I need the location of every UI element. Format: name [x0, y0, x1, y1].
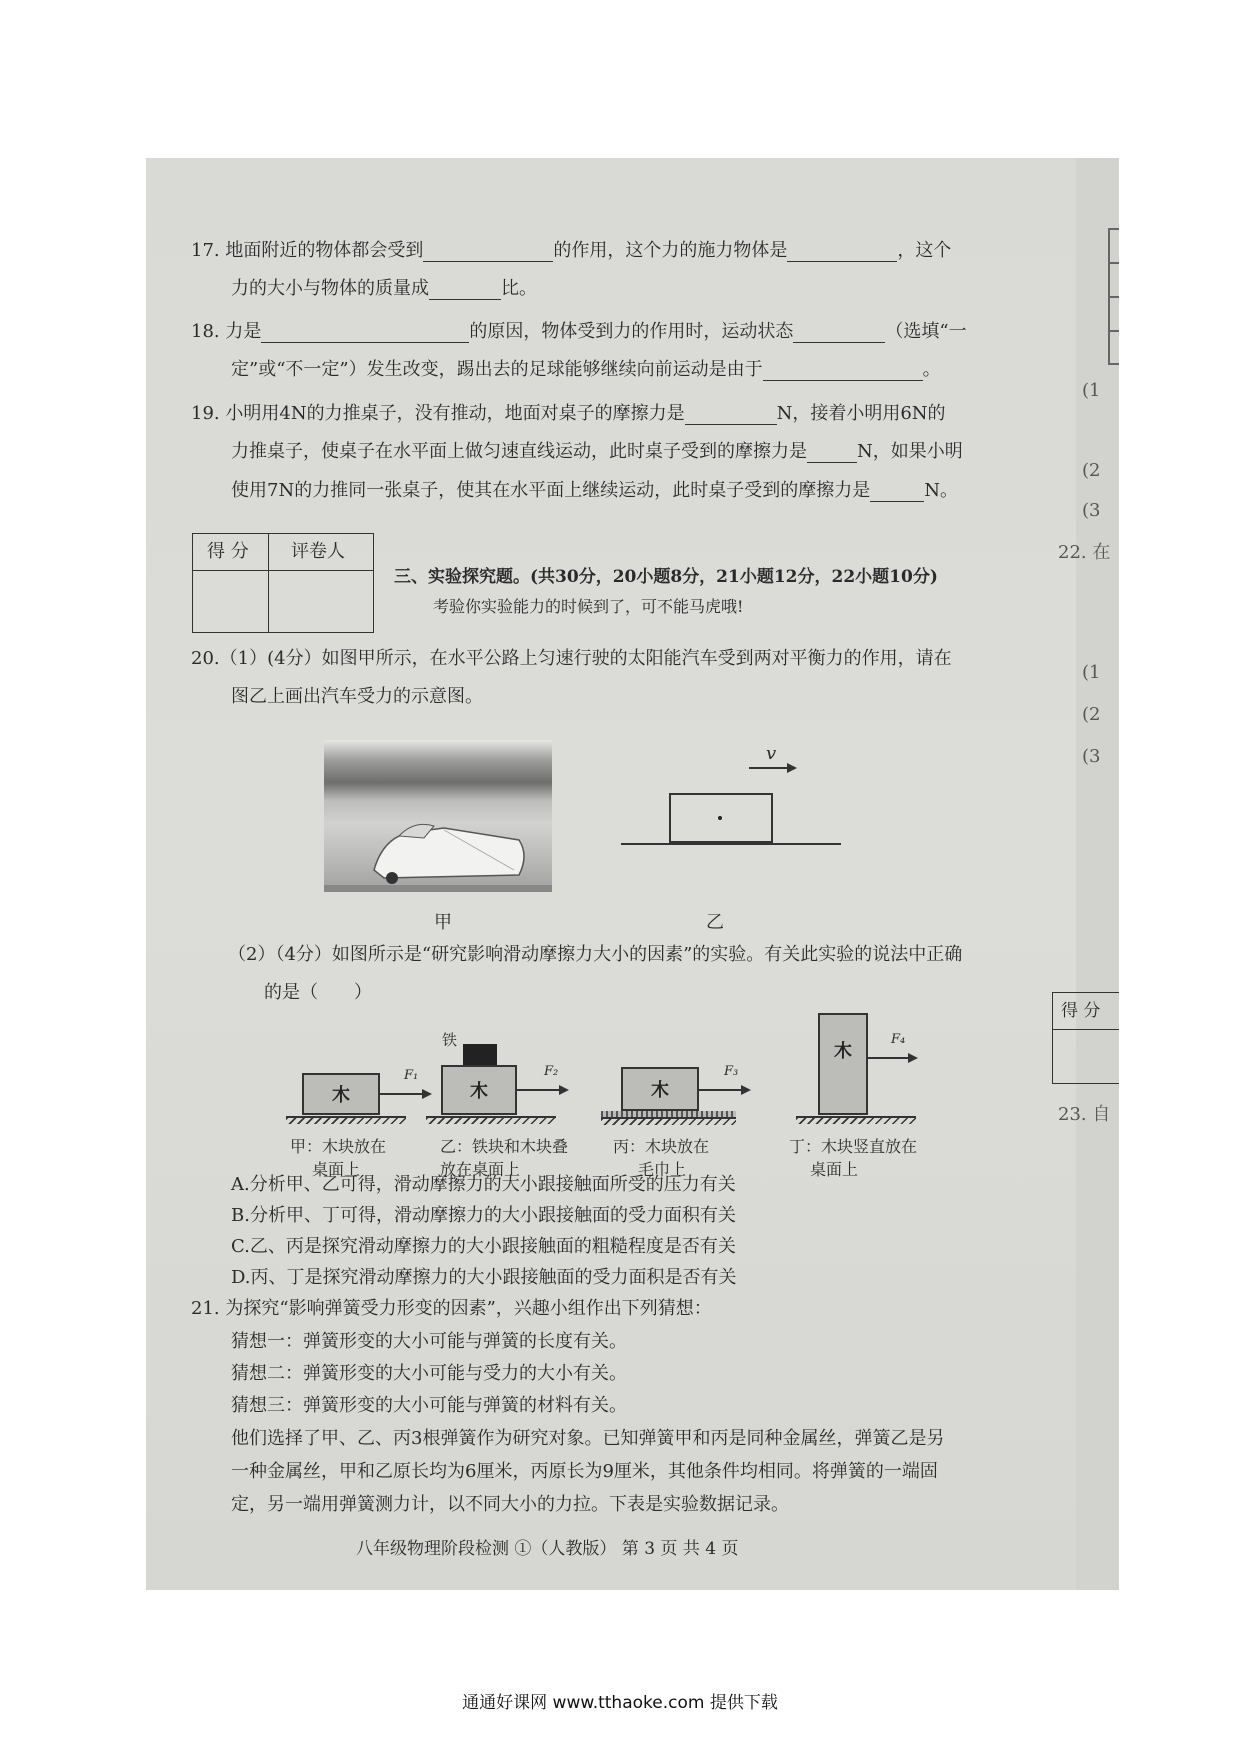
edge-score-label: 得 分	[1061, 1001, 1101, 1021]
section3-title: 三、实验探究题。(共30分，20小题8分，21小题12分，22小题10分)	[394, 567, 938, 587]
table-hatch-ding	[796, 1118, 916, 1124]
ground-line	[621, 843, 841, 845]
edge-fragment-1: (1	[1082, 380, 1101, 401]
solar-car-icon	[324, 740, 552, 892]
option-a[interactable]: A.分析甲、乙可得，滑动摩擦力的大小跟接触面所受的压力有关	[231, 1174, 736, 1195]
edge-fragment-4: 22. 在	[1058, 542, 1111, 563]
site-footer: 通通好课网 www.tthaoke.com 提供下载	[462, 1693, 778, 1713]
f2-arrow-line	[517, 1089, 561, 1091]
table-hatch-bing	[601, 1119, 736, 1125]
q17-blank3[interactable]	[429, 282, 501, 300]
q17-line1: 17. 地面附近的物体都会受到 的作用，这个力的施力物体是 ，这个	[191, 240, 952, 261]
q21-guess3: 猜想三：弹簧形变的大小可能与弹簧的材料有关。	[231, 1395, 627, 1416]
caption-jia-2: 桌面上	[312, 1160, 361, 1179]
score-label: 得 分	[207, 541, 249, 562]
force-diagram	[621, 743, 841, 903]
caption-bing-1: 丙：木块放在	[613, 1137, 710, 1156]
f3-label: F₃	[724, 1064, 739, 1079]
caption-yi-1: 乙：铁块和木块叠	[440, 1137, 569, 1156]
score-box	[192, 533, 374, 633]
edge-score-box	[1052, 992, 1119, 1084]
f2-arrow-head	[559, 1085, 569, 1095]
grader-cell[interactable]	[271, 571, 373, 632]
table-hatch-jia	[286, 1118, 406, 1124]
f1-arrow-line	[380, 1093, 424, 1095]
iron-label: 铁	[442, 1031, 458, 1049]
grader-label: 评卷人	[291, 541, 345, 562]
friction-figure	[276, 1013, 996, 1183]
q19-line2: 力推桌子，使桌子在水平面上做匀速直线运动，此时桌子受到的摩擦力是 N，如果小明	[231, 441, 963, 462]
fig-jia-label: 甲	[434, 912, 452, 933]
q18-line2: 定”或“不一定”）发生改变，踢出去的足球能够继续向前运动是由于 。	[231, 359, 941, 380]
iron-block	[463, 1044, 497, 1065]
q17-blank1[interactable]	[423, 244, 553, 262]
q21-line5: 他们选择了甲、乙、丙3根弹簧作为研究对象。已知弹簧甲和丙是同种金属丝，弹簧乙是另	[231, 1428, 945, 1449]
velocity-arrow-head	[787, 763, 797, 773]
f2-label: F₂	[544, 1064, 559, 1079]
option-b[interactable]: B.分析甲、丁可得，滑动摩擦力的大小跟接触面的受力面积有关	[231, 1205, 736, 1226]
edge-fragment-3: (3	[1082, 500, 1101, 521]
caption-ding-2: 桌面上	[810, 1160, 859, 1179]
q20-line1: 20.（1）(4分）如图甲所示，在水平公路上匀速行驶的太阳能汽车受到两对平衡力的作用，请在	[191, 648, 952, 669]
f1-label: F₁	[404, 1068, 419, 1083]
exam-sheet	[146, 158, 1119, 1590]
q21-line7: 定，另一端用弹簧测力计，以不同大小的力拉。下表是实验数据记录。	[231, 1494, 789, 1515]
edge-fragment-6: (2	[1082, 704, 1101, 725]
f4-arrow-line	[868, 1057, 910, 1059]
q18-blank3[interactable]	[763, 363, 923, 381]
velocity-label: v	[766, 743, 777, 764]
f1-arrow-head	[422, 1089, 432, 1099]
q20-part2-line1: （2）（4分）如图所示是“研究影响滑动摩擦力大小的因素”的实验。有关此实验的说法中正确	[228, 944, 963, 965]
q17-blank2[interactable]	[787, 244, 897, 262]
exam-photo	[146, 158, 1119, 1590]
q20-part2-line2: 的是（ ）	[264, 982, 372, 1003]
wood-block-yi: 木	[441, 1065, 517, 1115]
wood-block-ding: 木	[818, 1013, 868, 1115]
edge-fragment-7: (3	[1082, 746, 1101, 767]
q21-guess1: 猜想一：弹簧形变的大小可能与弹簧的长度有关。	[231, 1331, 627, 1352]
q19-blank1[interactable]	[685, 407, 777, 425]
f3-arrow-line	[699, 1089, 743, 1091]
q18-blank2[interactable]	[793, 325, 885, 343]
edge-fragment-2: (2	[1082, 460, 1101, 481]
q19-line1: 19. 小明用4N的力推桌子，没有推动，地面对桌子的摩擦力是 N，接着小明用6N的	[191, 403, 946, 424]
q19-blank2[interactable]	[807, 445, 857, 463]
page-footer: 八年级物理阶段检测 ①（人教版） 第 3 页 共 4 页	[356, 1539, 739, 1559]
edge-fragment-5: (1	[1082, 662, 1101, 683]
q19-blank3[interactable]	[870, 484, 924, 502]
edge-table-rule-2	[1108, 262, 1119, 264]
q20-line2: 图乙上画出汽车受力的示意图。	[231, 686, 483, 707]
edge-table-rule-3	[1108, 296, 1119, 298]
score-cell[interactable]	[193, 571, 269, 632]
q17-line2: 力的大小与物体的质量成 比。	[231, 278, 537, 299]
wood-block-jia: 木	[302, 1073, 380, 1115]
caption-ding-1: 丁：木块竖直放在	[789, 1137, 918, 1156]
edge-score-box-divider	[1053, 1029, 1119, 1030]
edge-table-rule-4	[1108, 330, 1119, 332]
velocity-arrow-line	[749, 767, 789, 769]
edge-table-rule-5	[1108, 363, 1119, 365]
fig-yi-label: 乙	[706, 912, 724, 933]
q21-line1: 21. 为探究“影响弹簧受力形变的因素”，兴趣小组作出下列猜想：	[191, 1298, 712, 1319]
next-page-edge	[1076, 158, 1119, 1590]
q18-blank1[interactable]	[261, 325, 469, 343]
option-d[interactable]: D.丙、丁是探究滑动摩擦力的大小跟接触面的受力面积是否有关	[231, 1267, 737, 1288]
f3-arrow-head	[741, 1085, 751, 1095]
f4-arrow-head	[908, 1053, 918, 1063]
wood-block-bing: 木	[621, 1067, 699, 1111]
caption-yi-2: 放在桌面上	[440, 1160, 521, 1179]
q21-guess2: 猜想二：弹簧形变的大小可能与受力的大小有关。	[231, 1363, 627, 1384]
option-c[interactable]: C.乙、丙是探究滑动摩擦力的大小跟接触面的粗糙程度是否有关	[231, 1236, 736, 1257]
q21-line6: 一种金属丝，甲和乙原长均为6厘米，丙原长为9厘米，其他条件均相同。将弹簧的一端固	[231, 1461, 938, 1482]
edge-table-rule-1	[1108, 228, 1119, 230]
q18-line1: 18. 力是 的原因，物体受到力的作用时，运动状态 （选填“一	[191, 321, 967, 342]
section3-subtitle: 考验你实验能力的时候到了，可不能马虎哦!	[433, 597, 744, 616]
edge-fragment-9: 23. 自	[1058, 1104, 1111, 1125]
f4-label: F₄	[891, 1032, 906, 1047]
q19-line3: 使用7N的力推同一张桌子，使其在水平面上继续运动，此时桌子受到的摩擦力是 N。	[231, 480, 958, 501]
center-dot[interactable]	[718, 816, 722, 820]
table-hatch-yi	[426, 1118, 556, 1124]
solar-car-photo	[324, 740, 552, 892]
caption-bing-2: 毛巾上	[638, 1160, 687, 1179]
caption-jia-1: 甲：木块放在	[290, 1137, 387, 1156]
